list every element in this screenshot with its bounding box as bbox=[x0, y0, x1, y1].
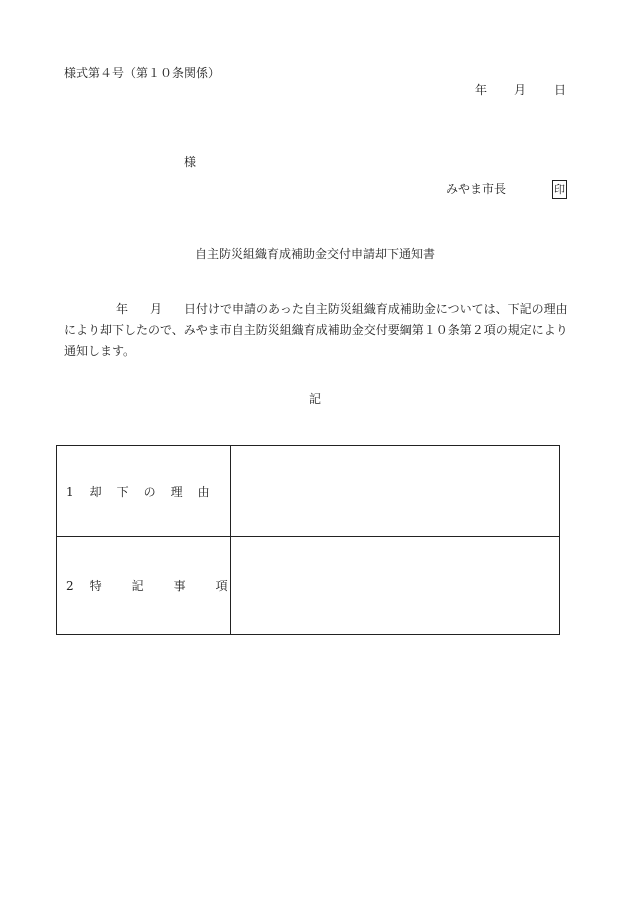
addressee-suffix: 様 bbox=[184, 155, 197, 169]
sender-name: みやま市長 bbox=[446, 182, 507, 196]
table-row-label bbox=[66, 580, 258, 592]
ki-heading: 記 bbox=[308, 392, 321, 406]
row-label-text: 特記事項 bbox=[89, 579, 258, 593]
document-title: 自主防災組織育成補助金交付申請却下通知書 bbox=[194, 247, 435, 261]
row-number: 1 bbox=[66, 485, 74, 499]
body-text: 日付けで申請のあった自主防災組織育成補助金については、下記の理由により却下したので、みやま市自主防災組織育成補助金交付要綱第１０条第２項の規定により通知します。 bbox=[64, 302, 568, 358]
row-label-text: 却下の理由 bbox=[89, 485, 225, 499]
reason-value-cell bbox=[231, 446, 559, 536]
body-year-label: 年 bbox=[116, 302, 129, 316]
body-month-label: 月 bbox=[150, 302, 163, 316]
date-day-label: 日 bbox=[554, 83, 567, 97]
seal-mark: 印 bbox=[552, 180, 567, 199]
notes-value-cell bbox=[231, 537, 559, 634]
date-month-label: 月 bbox=[514, 83, 527, 97]
body-paragraph bbox=[64, 299, 570, 362]
row-number: 2 bbox=[66, 579, 74, 593]
table-row-label bbox=[66, 486, 225, 498]
items-table bbox=[56, 445, 560, 635]
form-number: 様式第４号（第１０条関係） bbox=[64, 66, 221, 80]
date-year-label: 年 bbox=[475, 83, 488, 97]
